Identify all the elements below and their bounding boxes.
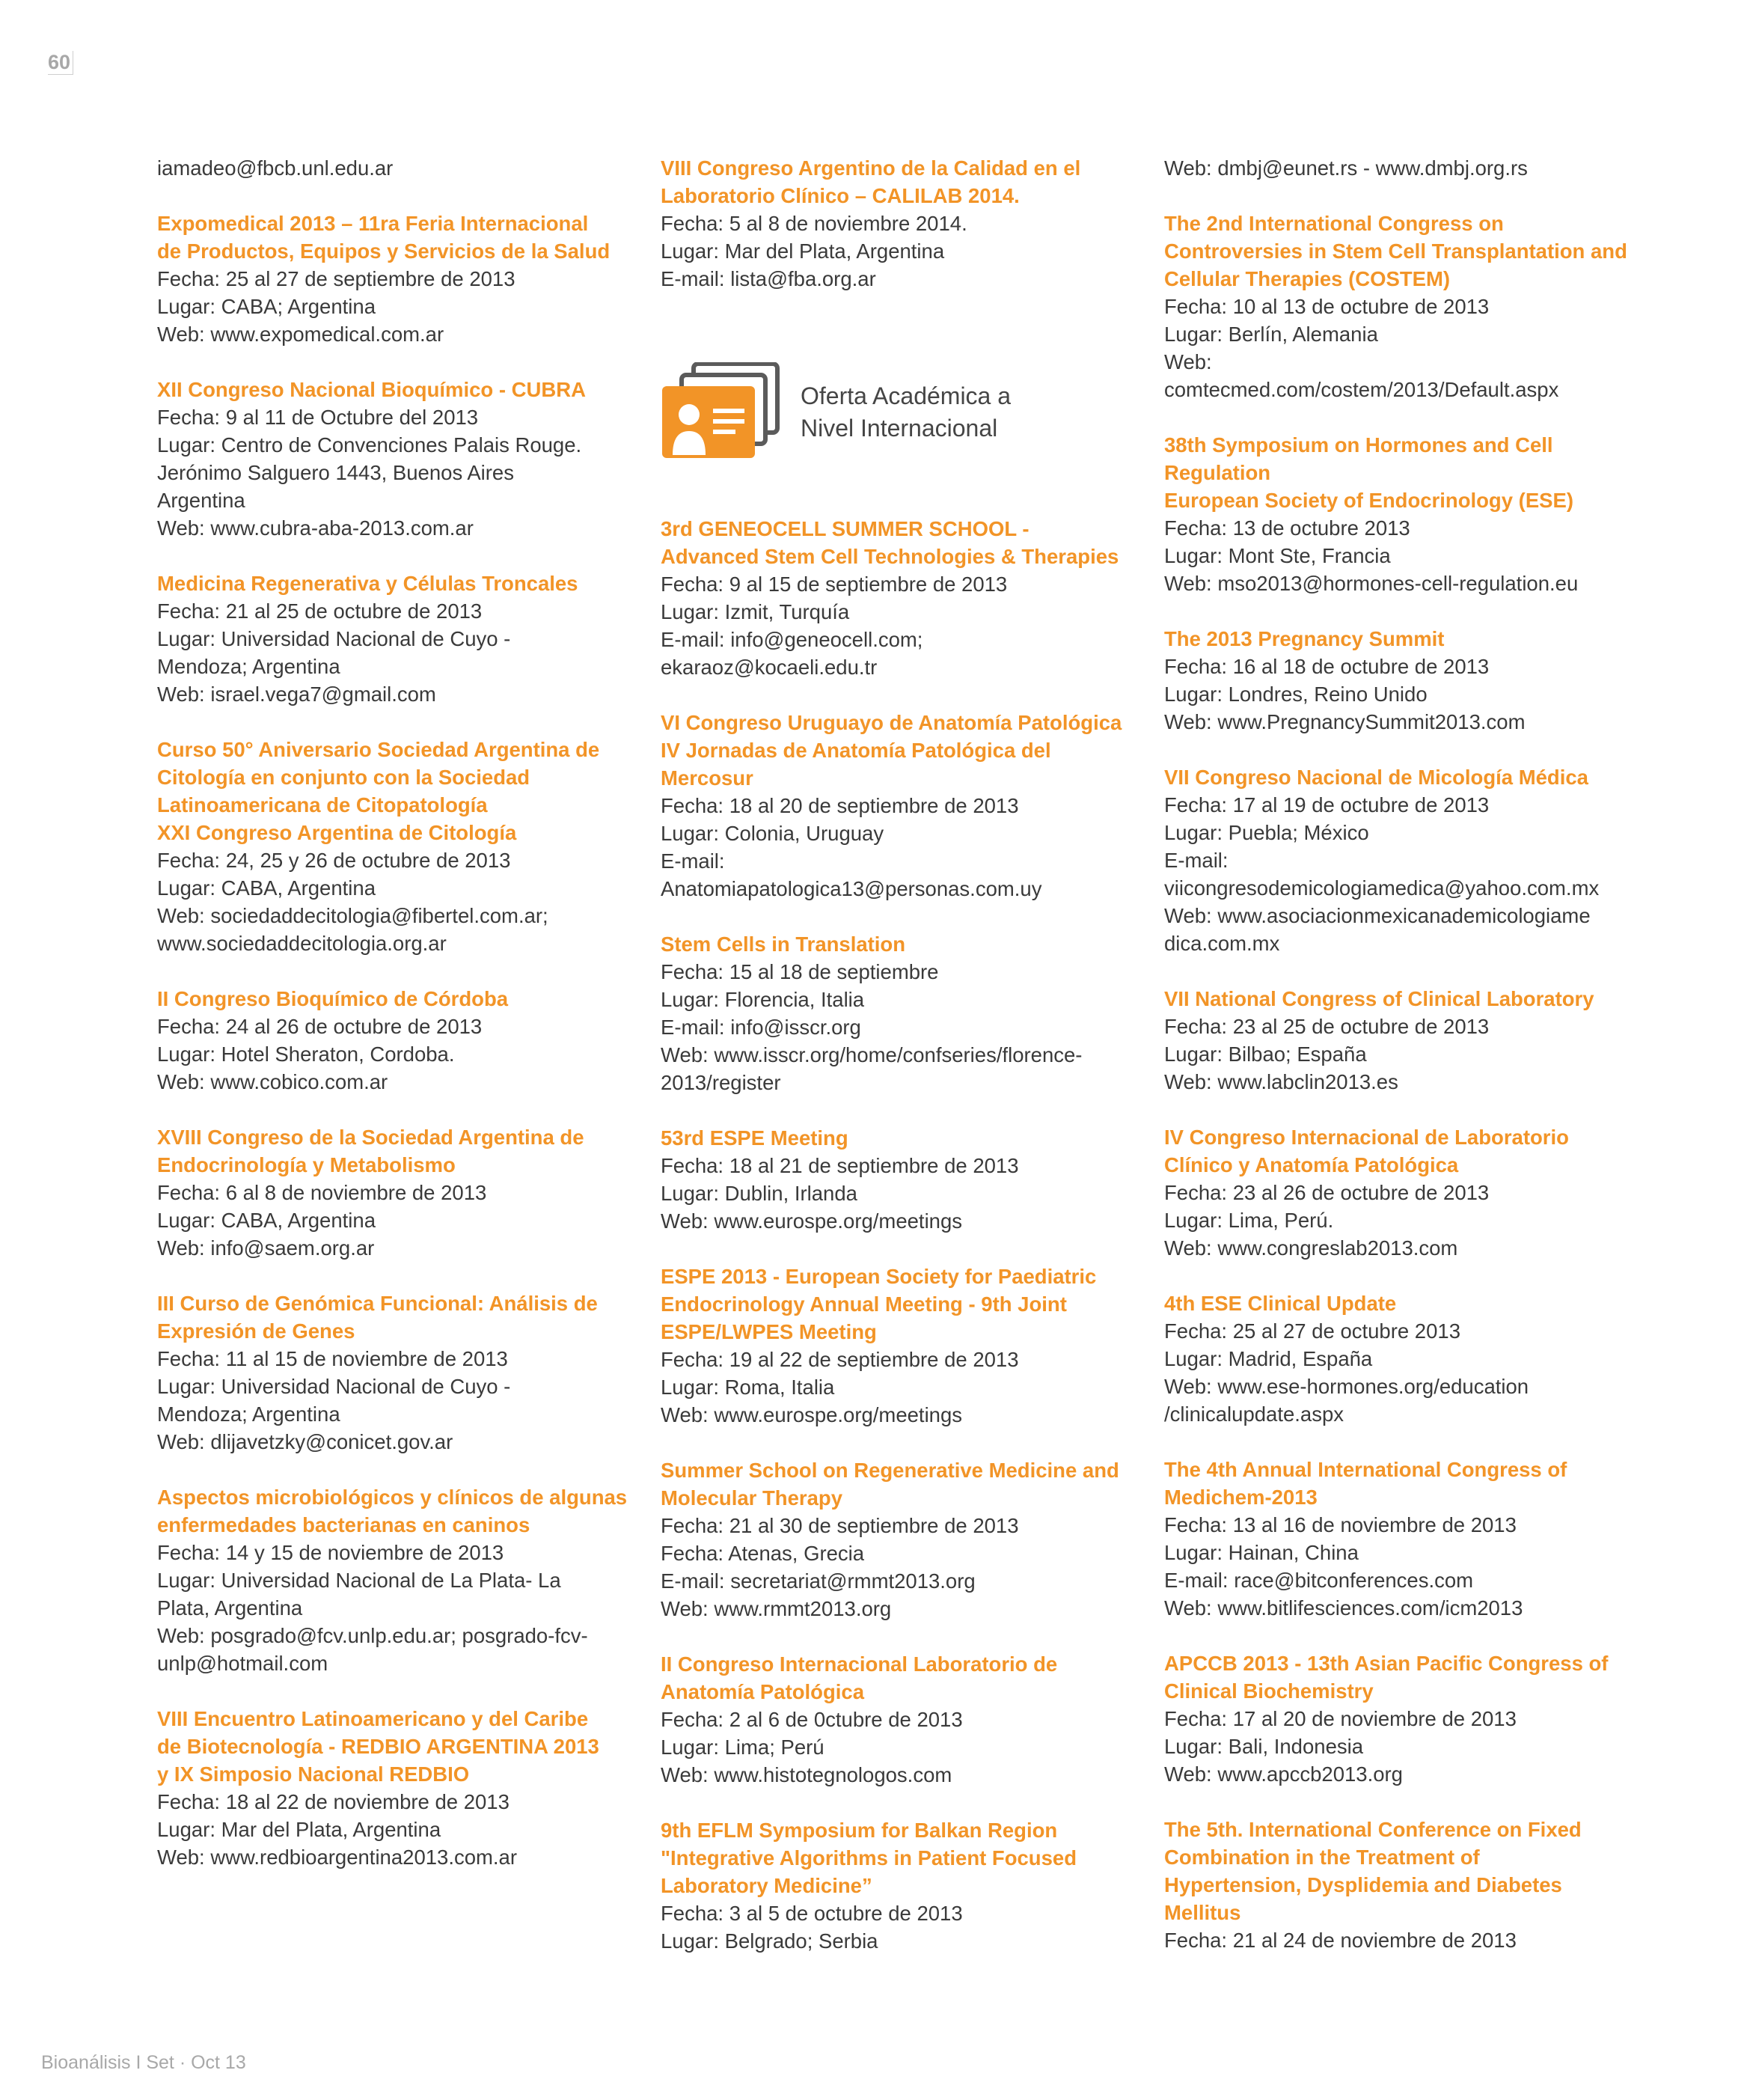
event-detail: Web: www.apccb2013.org (1164, 1762, 1403, 1786)
event-detail: Fecha: Atenas, Grecia (661, 1542, 865, 1565)
event-detail: Fecha: 21 al 30 de septiembre de 2013 (661, 1514, 1019, 1537)
event-detail: E-mail: (661, 849, 725, 873)
event-detail: E-mail: info@geneocell.com; (661, 628, 923, 651)
event-entry (1164, 210, 1643, 403)
event-detail: Fecha: 19 al 22 de septiembre de 2013 (661, 1348, 1019, 1371)
event-detail: Anatomiapatologica13@personas.com.uy (661, 877, 1042, 900)
event-detail: www.sociedaddecitologia.org.ar (157, 932, 447, 955)
event-detail: Fecha: 11 al 15 de noviembre de 2013 (157, 1347, 508, 1370)
event-detail: Web: dlijavetzky@conicet.gov.ar (157, 1430, 453, 1453)
event-detail: Fecha: 21 al 24 de noviembre de 2013 (1164, 1929, 1517, 1952)
event-title: VI Congreso Uruguayo de Anatomía Patológica (661, 711, 1122, 734)
event-detail: Lugar: CABA, Argentina (157, 876, 376, 900)
event-title: Latinoamericana de Citopatología (157, 793, 488, 817)
column-right (1164, 154, 1643, 1982)
event-detail: Lugar: Roma, Italia (661, 1376, 835, 1399)
event-detail: Argentina (157, 489, 245, 512)
event-entry (1164, 1456, 1643, 1622)
event-title: de Productos, Equipos y Servicios de la Salud (157, 239, 611, 263)
event-detail: Lugar: Centro de Convenciones Palais Rouge. (157, 433, 582, 457)
event-entry (157, 1705, 614, 1871)
event-title: 53rd ESPE Meeting (661, 1126, 848, 1150)
event-title: "Integrative Algorithms in Patient Focused (661, 1846, 1077, 1869)
event-title: Molecular Therapy (661, 1486, 842, 1510)
event-detail: Fecha: 23 al 26 de octubre de 2013 (1164, 1181, 1490, 1204)
event-detail: Web: www.asociacionmexicanademicologiame (1164, 904, 1591, 927)
event-title: The 5th. International Conference on Fixed (1164, 1818, 1582, 1841)
event-entry (661, 709, 1122, 903)
event-detail: Web: www.histotegnologos.com (661, 1763, 952, 1786)
event-title: Mellitus (1164, 1901, 1241, 1924)
event-detail: Lugar: Mar del Plata, Argentina (157, 1818, 441, 1841)
event-title: Controversies in Stem Cell Transplantation and (1164, 239, 1627, 263)
event-title: Stem Cells in Translation (661, 933, 906, 956)
event-entry (157, 985, 614, 1096)
event-entry (661, 1650, 1117, 1789)
event-detail: Web: www.rmmt2013.org (661, 1597, 892, 1620)
event-title: VII Congreso Nacional de Micología Médica (1164, 766, 1588, 789)
event-title: XII Congreso Nacional Bioquímico - CUBRA (157, 378, 586, 401)
event-title: VIII Congreso Argentino de la Calidad en el (661, 156, 1081, 180)
event-detail: E-mail: info@isscr.org (661, 1016, 861, 1039)
event-detail: Lugar: Londres, Reino Unido (1164, 683, 1428, 706)
event-detail: Web: www.bitlifesciences.com/icm2013 (1164, 1596, 1523, 1620)
event-detail: Plata, Argentina (157, 1596, 303, 1620)
event-entry (157, 210, 614, 348)
event-detail: Lugar: Puebla; México (1164, 821, 1369, 844)
event-detail: Lugar: Bilbao; España (1164, 1043, 1367, 1066)
event-detail: Fecha: 25 al 27 de septiembre de 2013 (157, 267, 515, 290)
event-title: y IX Simposio Nacional REDBIO (157, 1762, 470, 1786)
event-detail: Web: (1164, 350, 1212, 373)
event-detail: Web: www.isscr.org/home/confseries/florence- (661, 1043, 1083, 1066)
event-detail: Web: www.congreslab2013.com (1164, 1236, 1458, 1260)
event-detail: Fecha: 6 al 8 de noviembre de 2013 (157, 1181, 487, 1204)
event-title: The 2013 Pregnancy Summit (1164, 627, 1445, 650)
event-title: Clínico y Anatomía Patológica (1164, 1153, 1459, 1176)
event-title: Endocrinology Annual Meeting - 9th Joint (661, 1292, 1067, 1316)
event-title: enfermedades bacterianas en caninos (157, 1513, 530, 1536)
event-entry (661, 1456, 1117, 1623)
event-title: Anatomía Patológica (661, 1680, 864, 1703)
event-title: Advanced Stem Cell Technologies & Therapies (661, 545, 1119, 568)
event-detail: Lugar: Florencia, Italia (661, 988, 865, 1011)
event-detail: unlp@hotmail.com (157, 1652, 328, 1675)
event-entry (157, 376, 614, 542)
event-title: 4th ESE Clinical Update (1164, 1292, 1397, 1315)
event-title: The 4th Annual International Congress of (1164, 1458, 1567, 1481)
event-detail: Lugar: Lima; Perú (661, 1736, 824, 1759)
event-title: Summer School on Regenerative Medicine and (661, 1459, 1119, 1482)
event-title: European Society of Endocrinology (ESE) (1164, 489, 1574, 512)
event-detail: Web: www.cobico.com.ar (157, 1070, 388, 1093)
event-entry (661, 515, 1117, 681)
event-title: Cellular Therapies (COSTEM) (1164, 267, 1451, 290)
event-entry (661, 1124, 1117, 1235)
event-detail: Fecha: 5 al 8 de noviembre 2014. (661, 212, 967, 235)
event-title: Hypertension, Dysplidemia and Diabetes (1164, 1873, 1562, 1896)
event-entry (157, 736, 614, 957)
event-detail: Lugar: Colonia, Uruguay (661, 822, 884, 845)
event-entry (157, 1289, 614, 1456)
event-detail: Jerónimo Salguero 1443, Buenos Aires (157, 461, 514, 484)
event-entry (1164, 1816, 1643, 1954)
section-title (801, 380, 1011, 445)
event-entry (1164, 1123, 1643, 1262)
event-detail: dica.com.mx (1164, 932, 1280, 955)
event-entry (157, 154, 614, 182)
event-detail: Web: dmbj@eunet.rs - www.dmbj.org.rs (1164, 156, 1528, 180)
event-title: APCCB 2013 - 13th Asian Pacific Congress of (1164, 1652, 1609, 1675)
event-title: Mercosur (661, 766, 753, 790)
event-title: 9th EFLM Symposium for Balkan Region (661, 1819, 1058, 1842)
event-detail: Lugar: Belgrado; Serbia (661, 1929, 878, 1953)
event-detail: comtecmed.com/costem/2013/Default.aspx (1164, 378, 1559, 401)
event-title: 3rd GENEOCELL SUMMER SCHOOL - (661, 517, 1029, 540)
event-title: The 2nd International Congress on (1164, 212, 1504, 235)
event-detail: Fecha: 16 al 18 de octubre de 2013 (1164, 655, 1490, 678)
column-middle (661, 154, 1122, 1983)
event-entry (157, 1483, 628, 1677)
event-title: ESPE 2013 - European Society for Paediatric (661, 1265, 1097, 1288)
event-entry (1164, 1289, 1643, 1428)
event-entry (157, 570, 614, 708)
event-detail: Lugar: Universidad Nacional de La Plata- La (157, 1569, 561, 1592)
event-title: VIII Encuentro Latinoamericano y del Caribe (157, 1707, 589, 1730)
event-entry (1164, 763, 1643, 957)
event-entry (661, 930, 1117, 1096)
event-entry (157, 1123, 614, 1262)
event-detail: Web: info@saem.org.ar (157, 1236, 375, 1260)
column-left (157, 154, 628, 1899)
event-detail: iamadeo@fbcb.unl.edu.ar (157, 156, 394, 180)
event-detail: Mendoza; Argentina (157, 655, 340, 678)
event-title: Aspectos microbiológicos y clínicos de algunas (157, 1486, 628, 1509)
event-detail: Web: israel.vega7@gmail.com (157, 683, 436, 706)
event-detail: Lugar: CABA; Argentina (157, 295, 376, 318)
event-title: III Curso de Genómica Funcional: Análisis de (157, 1292, 598, 1315)
event-entry (661, 1263, 1117, 1429)
event-title: Endocrinología y Metabolismo (157, 1153, 456, 1176)
event-detail: E-mail: race@bitconferences.com (1164, 1569, 1474, 1592)
event-title: Expomedical 2013 – 11ra Feria Internacional (157, 212, 589, 235)
event-title: Laboratorio Clínico – CALILAB 2014. (661, 184, 1020, 207)
event-entry (661, 154, 1117, 293)
event-detail: Fecha: 2 al 6 de 0ctubre de 2013 (661, 1708, 963, 1731)
event-title: Citología en conjunto con la Sociedad (157, 766, 530, 789)
event-entry (1164, 985, 1643, 1096)
event-detail: Lugar: Madrid, España (1164, 1347, 1373, 1370)
event-title: Regulation (1164, 461, 1271, 484)
event-detail: Lugar: Izmit, Turquía (661, 600, 850, 623)
event-entry (661, 1816, 1117, 1955)
event-detail: Fecha: 3 al 5 de octubre de 2013 (661, 1902, 963, 1925)
event-title: Medichem-2013 (1164, 1486, 1318, 1509)
event-title: XVIII Congreso de la Sociedad Argentina de (157, 1126, 584, 1149)
page-footer: Bioanálisis I Set · Oct 13 (41, 2052, 246, 2073)
event-detail: Fecha: 24 al 26 de octubre de 2013 (157, 1015, 483, 1038)
event-detail: Lugar: Hainan, China (1164, 1541, 1359, 1564)
event-detail: Lugar: Dublin, Irlanda (661, 1182, 857, 1205)
event-detail: 2013/register (661, 1071, 781, 1094)
event-detail: Fecha: 17 al 20 de noviembre de 2013 (1164, 1707, 1517, 1730)
event-detail: Lugar: Mar del Plata, Argentina (661, 239, 945, 263)
event-detail: Lugar: CABA, Argentina (157, 1209, 376, 1232)
event-detail: Lugar: Mont Ste, Francia (1164, 544, 1391, 567)
event-detail: Lugar: Lima, Perú. (1164, 1209, 1334, 1232)
event-title: 38th Symposium on Hormones and Cell (1164, 433, 1553, 457)
section-title-line1: Oferta Académica a (801, 382, 1012, 409)
event-detail: Web: www.eurospe.org/meetings (661, 1403, 963, 1426)
event-detail: viicongresodemicologiamedica@yahoo.com.mx (1164, 876, 1600, 900)
event-detail: Fecha: 13 al 16 de noviembre de 2013 (1164, 1513, 1517, 1536)
event-detail: Web: www.PregnancySummit2013.com (1164, 710, 1526, 733)
event-detail: Fecha: 18 al 22 de noviembre de 2013 (157, 1790, 510, 1813)
event-detail: Web: www.labclin2013.es (1164, 1070, 1398, 1093)
event-detail: Web: www.ese-hormones.org/education (1164, 1375, 1529, 1398)
section-header (661, 362, 1117, 493)
event-detail: Fecha: 10 al 13 de octubre de 2013 (1164, 295, 1490, 318)
event-entry (1164, 625, 1643, 736)
event-detail: Fecha: 14 y 15 de noviembre de 2013 (157, 1541, 504, 1564)
event-title: ESPE/LWPES Meeting (661, 1320, 877, 1343)
event-detail: E-mail: lista@fba.org.ar (661, 267, 876, 290)
event-title: VII National Congress of Clinical Laboratory (1164, 987, 1594, 1010)
event-title: IV Congreso Internacional de Laboratorio (1164, 1126, 1569, 1149)
event-detail: Fecha: 13 de octubre 2013 (1164, 516, 1410, 540)
event-detail: Fecha: 9 al 15 de septiembre de 2013 (661, 573, 1008, 596)
event-detail: Lugar: Bali, Indonesia (1164, 1735, 1364, 1758)
event-detail: Web: mso2013@hormones-cell-regulation.eu (1164, 572, 1579, 595)
event-detail: Web: www.redbioargentina2013.com.ar (157, 1846, 518, 1869)
event-detail: ekaraoz@kocaeli.edu.tr (661, 656, 878, 679)
event-detail: Fecha: 18 al 20 de septiembre de 2013 (661, 794, 1019, 817)
event-entry (1164, 1649, 1643, 1788)
event-title: Clinical Biochemistry (1164, 1679, 1374, 1703)
event-detail: Web: www.eurospe.org/meetings (661, 1209, 963, 1233)
event-title: Curso 50° Aniversario Sociedad Argentina de (157, 738, 600, 761)
event-detail: Fecha: 25 al 27 de octubre 2013 (1164, 1319, 1460, 1343)
event-detail: Fecha: 15 al 18 de septiembre (661, 960, 939, 983)
event-detail: Web: sociedaddecitologia@fibertel.com.ar; (157, 904, 548, 927)
event-detail: Lugar: Hotel Sheraton, Cordoba. (157, 1043, 455, 1066)
event-detail: Web: posgrado@fcv.unlp.edu.ar; posgrado-fcv- (157, 1624, 588, 1647)
certificate-icon (661, 362, 780, 463)
event-detail: Lugar: Universidad Nacional de Cuyo - (157, 1375, 511, 1398)
page-number: 60 (48, 51, 73, 75)
event-title: Expresión de Genes (157, 1319, 355, 1343)
event-title: IV Jornadas de Anatomía Patológica del (661, 739, 1051, 762)
event-detail: Fecha: 9 al 11 de Octubre del 2013 (157, 406, 479, 429)
event-detail: Web: www.cubra-aba-2013.com.ar (157, 516, 474, 540)
event-title: de Biotecnología - REDBIO ARGENTINA 2013 (157, 1735, 599, 1758)
event-detail: Lugar: Berlín, Alemania (1164, 323, 1378, 346)
event-title: II Congreso Internacional Laboratorio de (661, 1652, 1058, 1676)
event-detail: Fecha: 18 al 21 de septiembre de 2013 (661, 1154, 1019, 1177)
event-detail: Fecha: 21 al 25 de octubre de 2013 (157, 599, 483, 623)
event-detail: E-mail: (1164, 849, 1229, 872)
event-detail: /clinicalupdate.aspx (1164, 1402, 1344, 1426)
event-detail: E-mail: secretariat@rmmt2013.org (661, 1569, 976, 1593)
event-detail: Fecha: 24, 25 y 26 de octubre de 2013 (157, 849, 511, 872)
event-title: Laboratory Medicine” (661, 1874, 872, 1897)
event-detail: Mendoza; Argentina (157, 1402, 340, 1426)
section-title-line2: Nivel Internacional (801, 415, 998, 442)
event-title: II Congreso Bioquímico de Córdoba (157, 987, 509, 1010)
event-entry (1164, 154, 1643, 182)
event-entry (1164, 431, 1643, 597)
event-detail: Lugar: Universidad Nacional de Cuyo - (157, 627, 511, 650)
event-title: XXI Congreso Argentina de Citología (157, 821, 517, 844)
event-title: Medicina Regenerativa y Células Troncales (157, 572, 578, 595)
event-title: Combination in the Treatment of (1164, 1846, 1480, 1869)
event-detail: Fecha: 17 al 19 de octubre de 2013 (1164, 793, 1490, 817)
event-detail: Web: www.expomedical.com.ar (157, 323, 444, 346)
event-detail: Fecha: 23 al 25 de octubre de 2013 (1164, 1015, 1490, 1038)
